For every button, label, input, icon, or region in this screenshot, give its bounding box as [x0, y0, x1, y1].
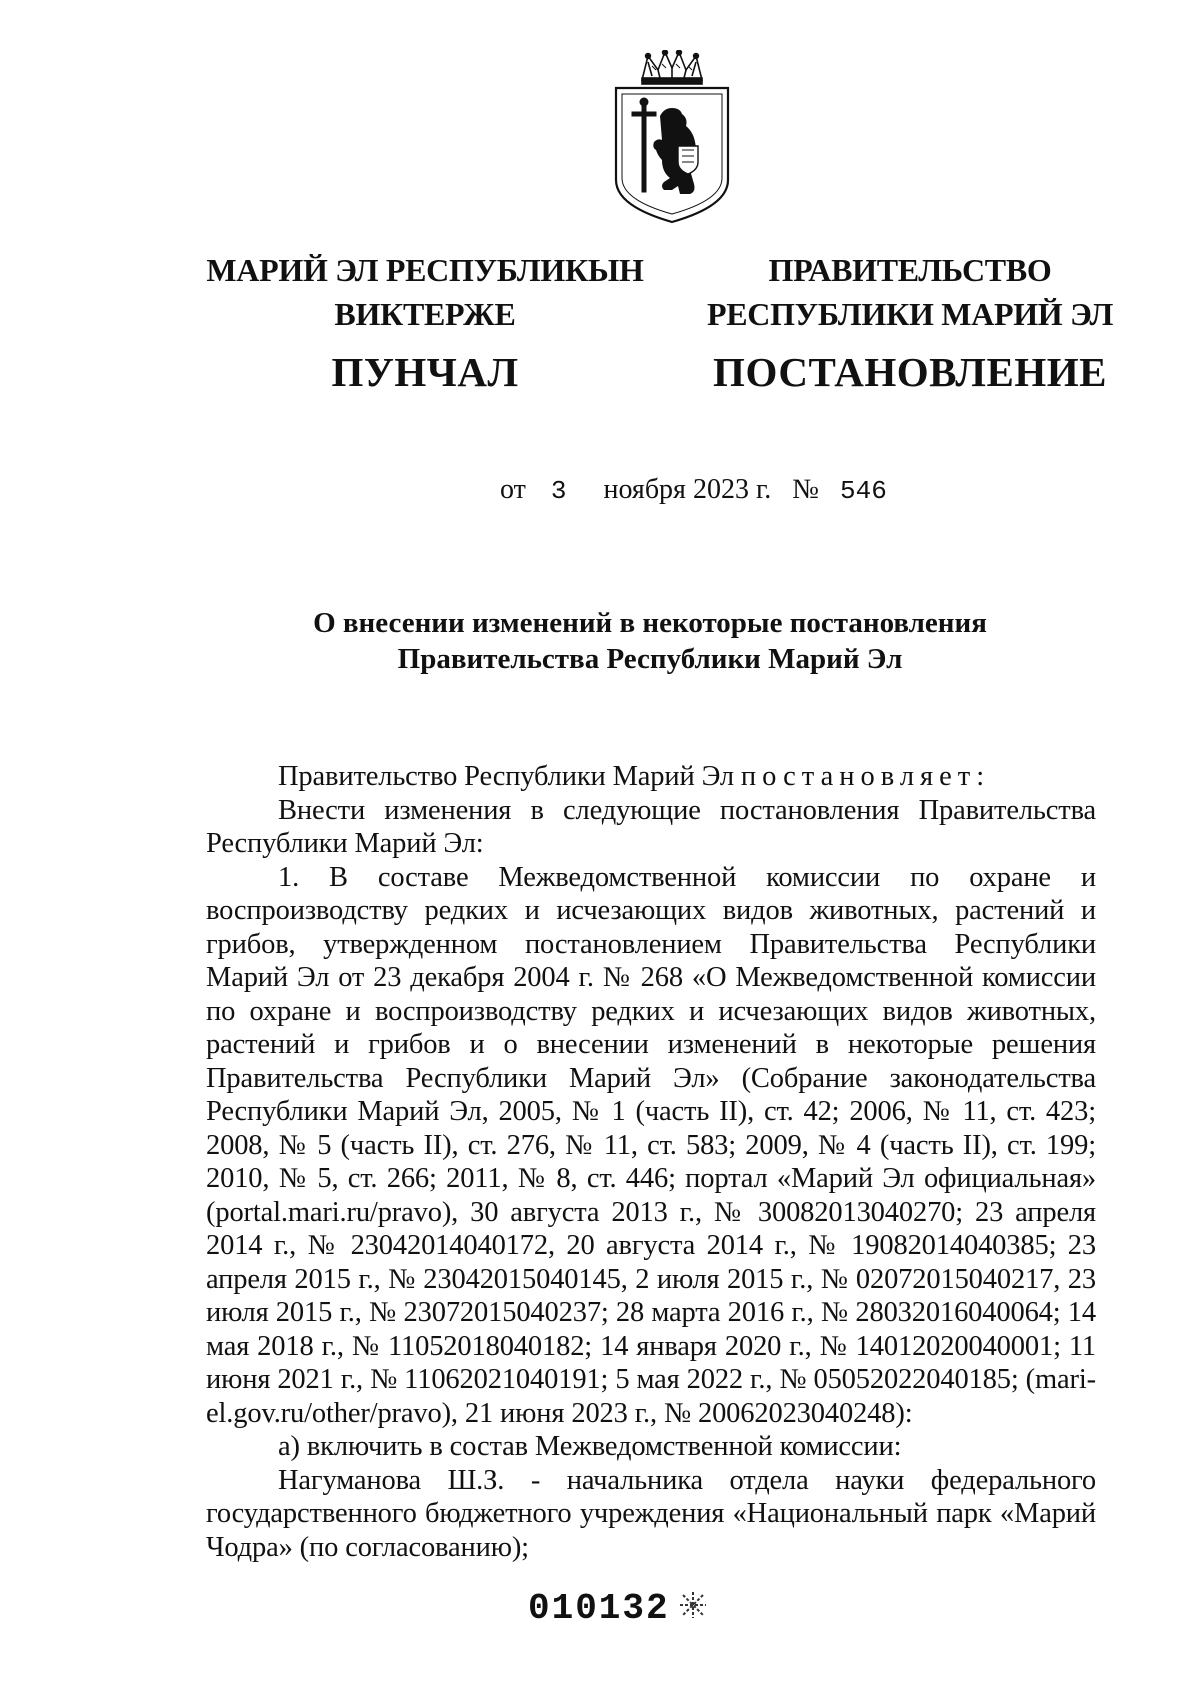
stamp-number: 010132: [528, 1588, 670, 1629]
body-paragraph-2: 1. В составе Межведомственной комиссии по охране и воспроизводству редких и исчезающих видов животных, растений и грибов, утвержденном постановлением Правительства Республики Марий Эл от 23 декабря 2004 г. № 268 «О Межведомственной комиссии по охране и воспроизводству редких и исчезающих видов животных, растений и грибов и о внесении изменений в некоторые решения Правительства Республики Марий Эл» (Собрание законодательства Республики Марий Эл, 2005, № 1 (часть II), ст. 42; 2006, № 11, ст. 423; 2008, № 5 (часть II), ст. 276, № 11, ст. 583; 2009, № 4 (часть II), ст. 199; 2010, № 5, ст. 266; 2011, № 8, ст. 446; портал «Марий Эл официальная» (portal.mari.ru/pravo), 30 августа 2013 г., № 30082013040270; 23 апреля 2014 г., № 23042014040172, 20 августа 2014 г., № 19082014040385; 23 апреля 2015 г., № 23042015040145, 2 июля 2015 г., № 02072015040217, 23 июля 2015 г., № 23072015040237; 28 марта 2016 г., № 28032016040064; 14 мая 2018 г., № 11052018040182; 14 января 2020 г., № 14012020040001; 11 июня 2021 г., № 11062021040191; 5 мая 2022 г., № 05052022040185; (mari-el.gov.ru/other/pravo), 21 июня 2023 г., № 20062023040248):: [206, 861, 1096, 1429]
decree-word: постановляет:: [740, 761, 991, 792]
decree-paragraph: [206, 760, 1096, 794]
crown-icon: [642, 50, 702, 84]
document-number: 546: [839, 476, 887, 506]
document-title-line1: О внесении изменений в некоторые постановления: [313, 607, 987, 639]
decree-intro: Правительство Республики Марий Эл: [278, 761, 734, 792]
date-prefix: от: [500, 474, 526, 505]
header-russian-line1: ПРАВИТЕЛЬСТВО: [768, 252, 1052, 288]
header-mari-line1: МАРИЙ ЭЛ РЕСПУБЛИКЫН: [206, 252, 644, 288]
document-title: [205, 605, 1095, 677]
date-number-sign: №: [792, 474, 819, 505]
body-paragraph-3: а) включить в состав Межведомственной комиссии:: [278, 1431, 902, 1462]
header-mari: [205, 248, 645, 394]
body-paragraph-4: Нагуманова Ш.З. - начальника отдела науки федерального государственного бюджетного учреждения «Национальный парк «Марий Чодра» (по согласованию);: [206, 1464, 1096, 1563]
document-title-line2: Правительства Республики Марий Эл: [397, 643, 903, 675]
header-mari-doc-type: ПУНЧАЛ: [331, 349, 519, 395]
body-paragraph-1: Внести изменения в следующие постановления Правительства Республики Марий Эл:: [206, 794, 1096, 859]
snowflake-icon: [678, 1590, 708, 1620]
header-mari-line2: ВИКТЕРЖЕ: [334, 296, 516, 332]
date-day: 3: [550, 476, 567, 506]
date-month-year: ноября 2023 г.: [603, 474, 772, 505]
header-russian: [690, 248, 1130, 394]
header-russian-doc-type: ПОСТАНОВЛЕНИЕ: [713, 349, 1107, 395]
header-russian-line2: РЕСПУБЛИКИ МАРИЙ ЭЛ: [706, 296, 1114, 332]
document-body: [206, 760, 1096, 1564]
date-line: [500, 474, 887, 506]
coat-of-arms-emblem: [612, 50, 732, 226]
